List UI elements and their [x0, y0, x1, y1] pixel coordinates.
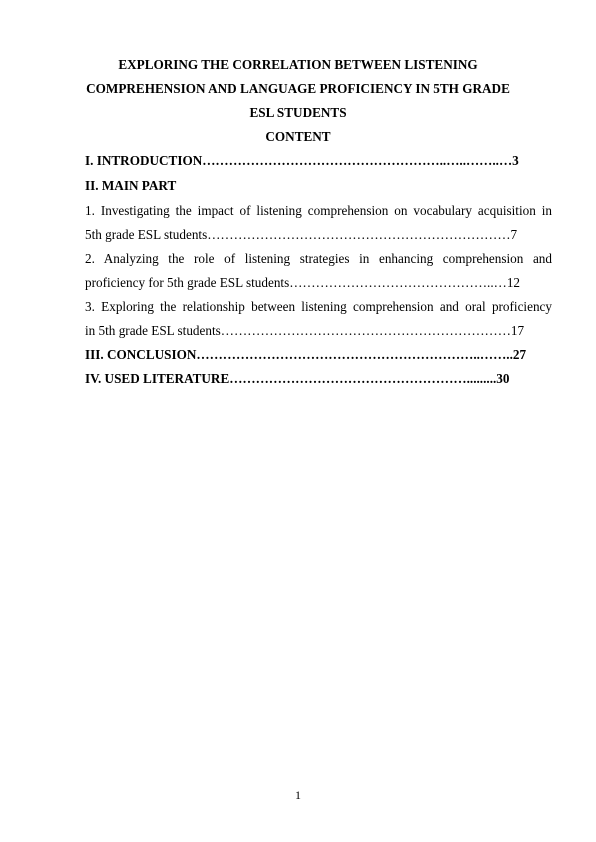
toc-used-literature: IV. USED LITERATURE……………………………………………….........30 — [85, 371, 510, 386]
title-line-2: COMPREHENSION AND LANGUAGE PROFICIENCY IN 5TH GRADE — [86, 81, 510, 96]
toc-introduction: I. INTRODUCTION………………………………………………..…..……..…3 — [85, 153, 519, 168]
toc-item3-line2: in 5th grade ESL students…………………………………………………………17 — [85, 323, 525, 338]
title-line-3: ESL STUDENTS — [249, 105, 347, 120]
toc-item2-line2: proficiency for 5th grade ESL students………………………………………..…12 — [85, 275, 521, 290]
title-line-1: EXPLORING THE CORRELATION BETWEEN LISTENING — [118, 57, 478, 72]
toc-item1-line1: 1. Investigating the impact of listening comprehension on vocabulary acquisition in — [85, 203, 552, 218]
toc-main-part: II. MAIN PART — [85, 178, 177, 193]
content-heading: CONTENT — [265, 129, 331, 144]
toc-item3-line1: 3. Exploring the relationship between listening comprehension and oral proficiency — [85, 299, 552, 314]
page-number: 1 — [295, 788, 301, 802]
toc-item2-line1: 2. Analyzing the role of listening strategies in enhancing comprehension and — [85, 251, 552, 266]
toc-item1-line2: 5th grade ESL students……………………………………………………………7 — [85, 227, 518, 242]
toc-conclusion: III. CONCLUSION………………………………………………………..……..27 — [85, 347, 527, 362]
